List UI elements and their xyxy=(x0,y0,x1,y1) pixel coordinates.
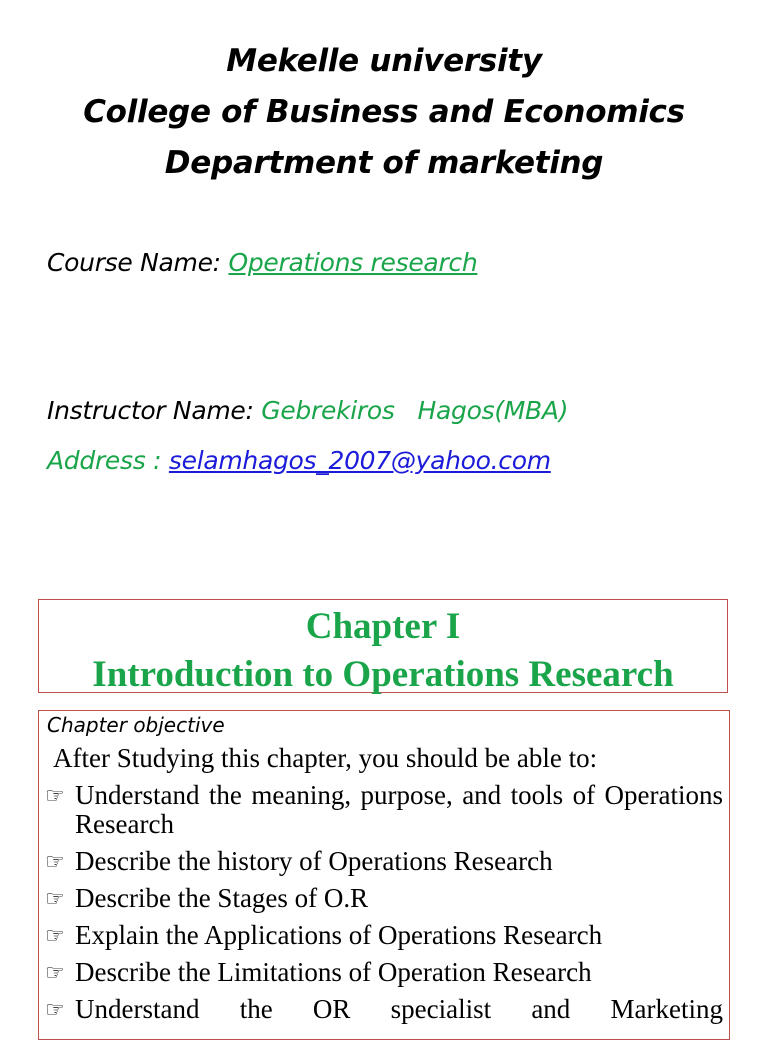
instructor-name: Gebrekiros Hagos(MBA) xyxy=(261,396,569,425)
objective-text: Understand the OR specialist and Marketing xyxy=(75,994,723,1024)
course-line xyxy=(47,248,477,277)
list-item xyxy=(45,958,723,987)
objectives-intro: After Studying this chapter, you should be able to: xyxy=(53,743,598,773)
college-name: College of Business and Economics xyxy=(83,94,685,130)
chapter-title: Introduction to Operations Research xyxy=(92,654,674,695)
address-label: Address : xyxy=(47,446,162,475)
instructor-line xyxy=(47,396,568,425)
objective-text: Explain the Applications of Operations Research xyxy=(75,920,603,950)
university-name: Mekelle university xyxy=(226,43,542,79)
pointing-hand-icon: ☞ xyxy=(45,960,65,985)
objectives-heading: Chapter objective xyxy=(47,713,225,737)
chapter-number: Chapter I xyxy=(305,606,461,647)
course-label: Course Name: xyxy=(47,248,221,277)
list-item xyxy=(45,884,723,913)
pointing-hand-icon: ☞ xyxy=(45,923,65,948)
objective-text: Understand the meaning, purpose, and tools of Operations Research xyxy=(75,780,723,839)
institution-header xyxy=(0,36,768,189)
address-line xyxy=(47,446,551,475)
pointing-hand-icon: ☞ xyxy=(45,849,65,874)
department-name: Department of marketing xyxy=(164,145,604,181)
pointing-hand-icon: ☞ xyxy=(45,886,65,911)
pointing-hand-icon: ☞ xyxy=(45,783,65,808)
instructor-label: Instructor Name: xyxy=(47,396,254,425)
objective-text: Describe the history of Operations Research xyxy=(75,846,553,876)
course-name-link[interactable]: Operations research xyxy=(228,248,478,277)
email-link[interactable]: selamhagos_2007@yahoo.com xyxy=(168,446,551,475)
list-item xyxy=(45,921,723,950)
list-item xyxy=(45,995,723,1024)
list-item xyxy=(45,781,723,839)
objective-text: Describe the Stages of O.R xyxy=(75,883,369,913)
list-item xyxy=(45,847,723,876)
objective-text: Describe the Limitations of Operation Research xyxy=(75,957,592,987)
chapter-title-box xyxy=(38,599,728,693)
chapter-objectives-box xyxy=(38,710,730,1040)
objectives-list xyxy=(45,781,723,1032)
pointing-hand-icon: ☞ xyxy=(45,997,65,1022)
